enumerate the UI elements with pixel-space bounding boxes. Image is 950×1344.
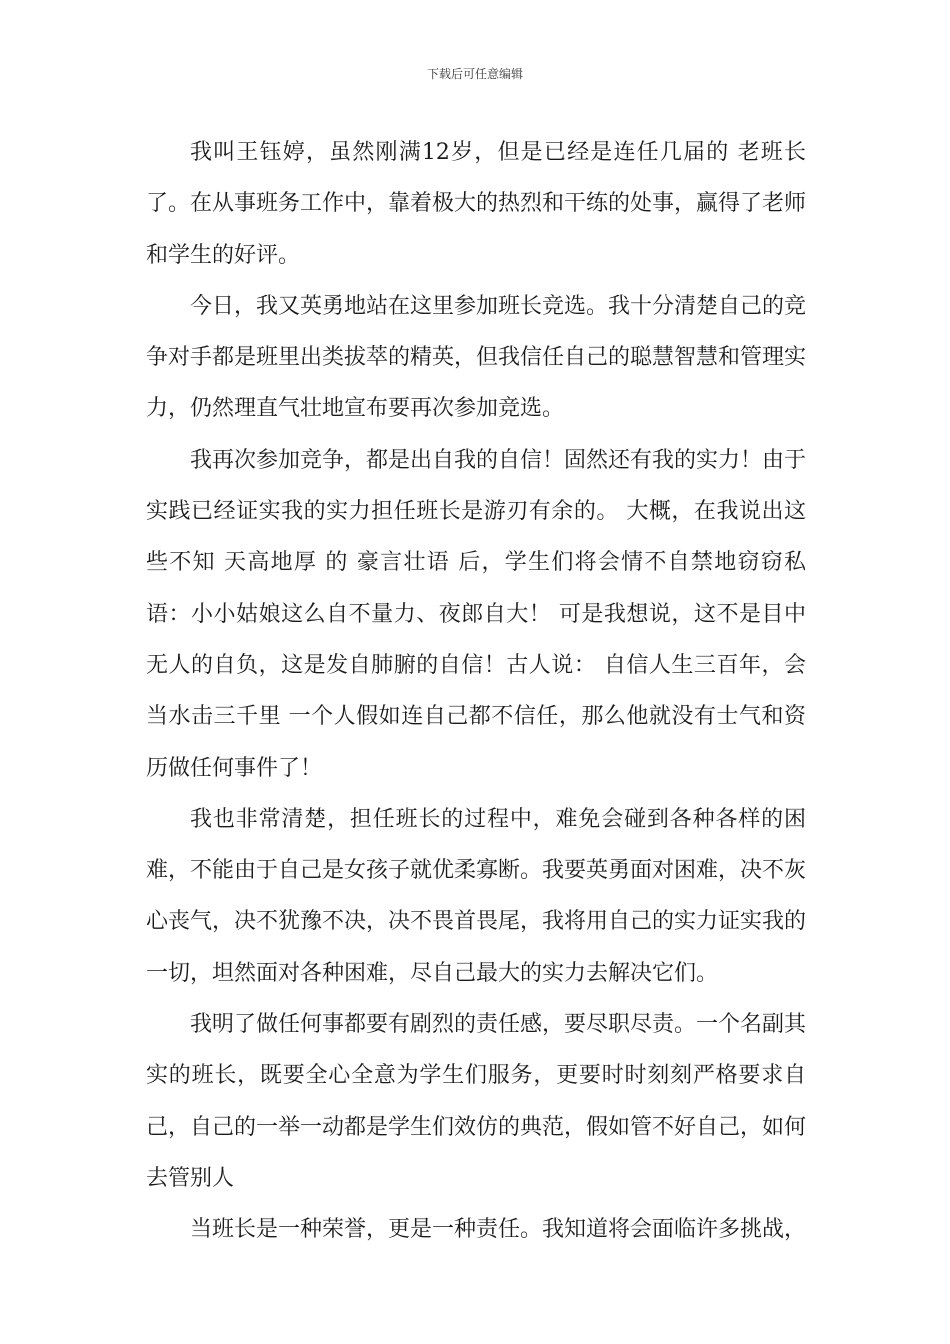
paragraph-6: 当班长是一种荣誉，更是一种责任。我知道将会面临许多挑战， — [190, 1217, 807, 1243]
document-body — [146, 127, 806, 1256]
paragraph-1: 我叫王钰婷，虽然刚满12岁，但是已经是连任几届的 老班长了。在从事班务工作中，靠着极大的热烈和干练的处事，赢得了老师和学生的好评。 — [146, 140, 807, 268]
paragraph-3: 我再次参加竞争，都是出自我的自信！固然还有我的实力！由于实践已经证实我的实力担任班长是游刃有余的。 大概，在我说出这些不知 天高地厚 的 豪言壮语 后，学生们将会情不自禁地窃窃私语：小小姑娘这么自不量力、夜郎自大！ 可是我想说，这不是目中无人的自负，这是发自肺腑的自信！古人说： 自信人生三百年，会当水击三千里 一个人假如连自己都不信任，那么他就没有士气和资历做任何事件了！ — [146, 447, 807, 781]
page-header: 下载后可任意编辑 — [426, 67, 523, 81]
paragraph-2: 今日，我又英勇地站在这里参加班长竞选。我十分清楚自己的竞争对手都是班里出类拔萃的精英，但我信任自己的聪慧智慧和管理实力，仍然理直气壮地宣布要再次参加竞选。 — [146, 293, 807, 422]
paragraph-4: 我也非常清楚，担任班长的过程中，难免会碰到各种各样的困难，不能由于自己是女孩子就优柔寡断。我要英勇面对困难，决不灰心丧气，决不犹豫不决，决不畏首畏尾，我将用自己的实力证实我的一切，坦然面对各种困难，尽自己最大的实力去解决它们。 — [146, 806, 807, 986]
paragraph-5: 我明了做任何事都要有剧烈的责任感，要尽职尽责。一个名副其实的班长，既要全心全意为学生们服务，更要时时刻刻严格要求自己，自己的一举一动都是学生们效仿的典范，假如管不好自己，如何去管别人 — [146, 1012, 807, 1191]
